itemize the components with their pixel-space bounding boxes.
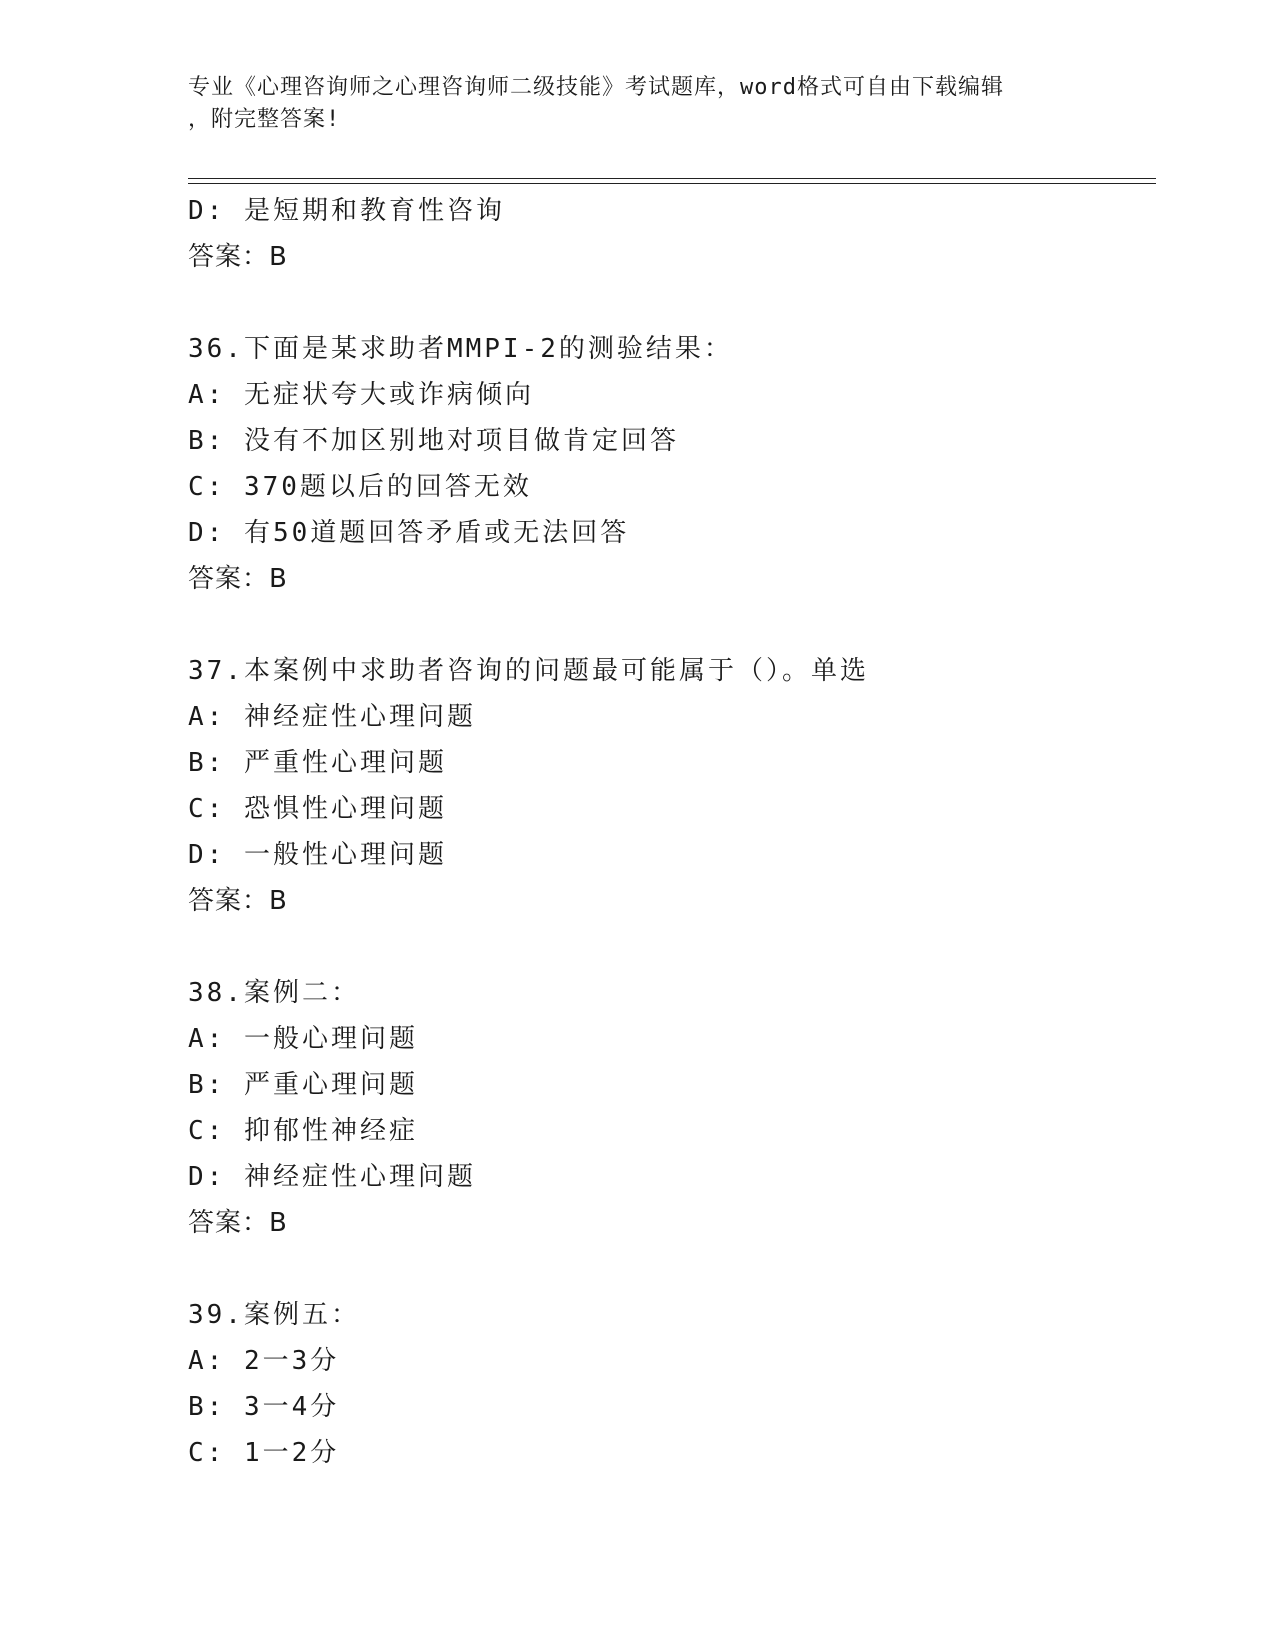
spacer: [188, 280, 1148, 326]
spacer: [188, 602, 1148, 648]
spacer: [188, 1246, 1148, 1292]
question-39-option-a: A: 2一3分: [188, 1346, 340, 1376]
question-36-stem: 36.下面是某求助者MMPI-2的测验结果：: [188, 334, 733, 364]
header-subtitle-line: ，附完整答案!: [188, 107, 341, 132]
question-36-option-a: A: 无症状夸大或诈病倾向: [188, 380, 534, 410]
question-36-option-c: C: 370题以后的回答无效: [188, 472, 532, 502]
header-title-line: 专业《心理咨询师之心理咨询师二级技能》考试题库，word格式可自由下载编辑: [188, 75, 1004, 100]
question-37-option-d: D: 一般性心理问题: [188, 840, 447, 870]
question-38-option-a: A: 一般心理问题: [188, 1024, 418, 1054]
question-38-answer: 答案：B: [188, 1208, 288, 1238]
question-37-option-b: B: 严重性心理问题: [188, 748, 447, 778]
question-38-option-d: D: 神经症性心理问题: [188, 1162, 476, 1192]
question-37-answer: 答案：B: [188, 886, 288, 916]
header-divider-top: [188, 178, 1156, 179]
spacer: [188, 924, 1148, 970]
question-38-option-c: C: 抑郁性神经症: [188, 1116, 418, 1146]
question-36-answer: 答案：B: [188, 564, 288, 594]
document-header: [188, 72, 1068, 136]
question-39-stem: 39.案例五：: [188, 1300, 360, 1330]
header-divider-bottom: [188, 183, 1156, 184]
question-36-option-b: B: 没有不加区别地对项目做肯定回答: [188, 426, 679, 456]
question-36-option-d: D: 有50道题回答矛盾或无法回答: [188, 518, 630, 548]
question-list: [188, 188, 1148, 1476]
question-37-option-c: C: 恐惧性心理问题: [188, 794, 447, 824]
question-38-stem: 38.案例二：: [188, 978, 360, 1008]
prev-option-d: D: 是短期和教育性咨询: [188, 196, 505, 226]
question-39-option-c: C: 1一2分: [188, 1438, 340, 1468]
question-38-option-b: B: 严重心理问题: [188, 1070, 418, 1100]
prev-answer: 答案：B: [188, 242, 288, 272]
question-39-option-b: B: 3一4分: [188, 1392, 340, 1422]
question-37-option-a: A: 神经症性心理问题: [188, 702, 476, 732]
question-37-stem: 37.本案例中求助者咨询的问题最可能属于（）。单选: [188, 656, 869, 686]
